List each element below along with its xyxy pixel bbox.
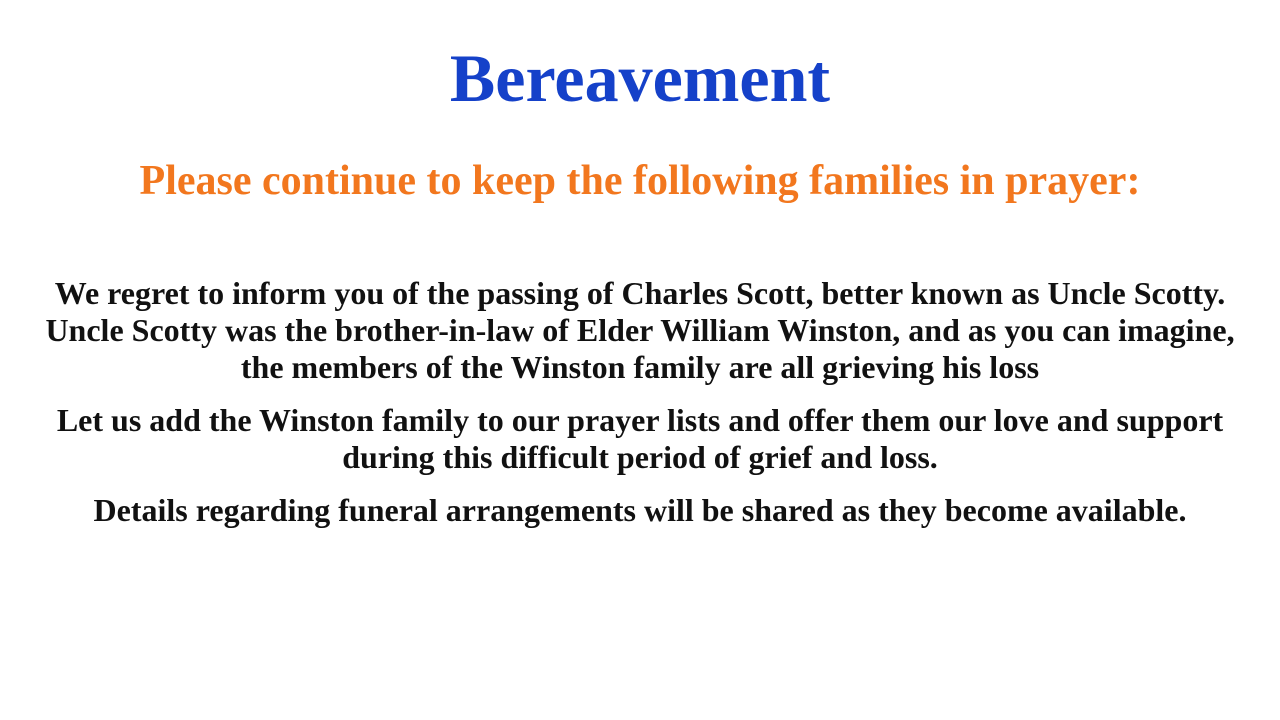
slide-body	[30, 275, 1250, 545]
body-paragraph-passing: We regret to inform you of the passing of Charles Scott, better known as Uncle Scotty. Uncle Scotty was the brother-in-law of Elder William Winston, and as you can imagine, the members of the Winston family are all grieving his loss	[45, 275, 1235, 385]
slide-title: Bereavement	[449, 40, 831, 116]
body-paragraph-arrangements: Details regarding funeral arrangements will be shared as they become available.	[93, 492, 1187, 528]
slide-subtitle: Please continue to keep the following families in prayer:	[139, 158, 1141, 204]
body-paragraph-prayer: Let us add the Winston family to our prayer lists and offer them our love and support during this difficult period of grief and loss.	[56, 402, 1224, 475]
